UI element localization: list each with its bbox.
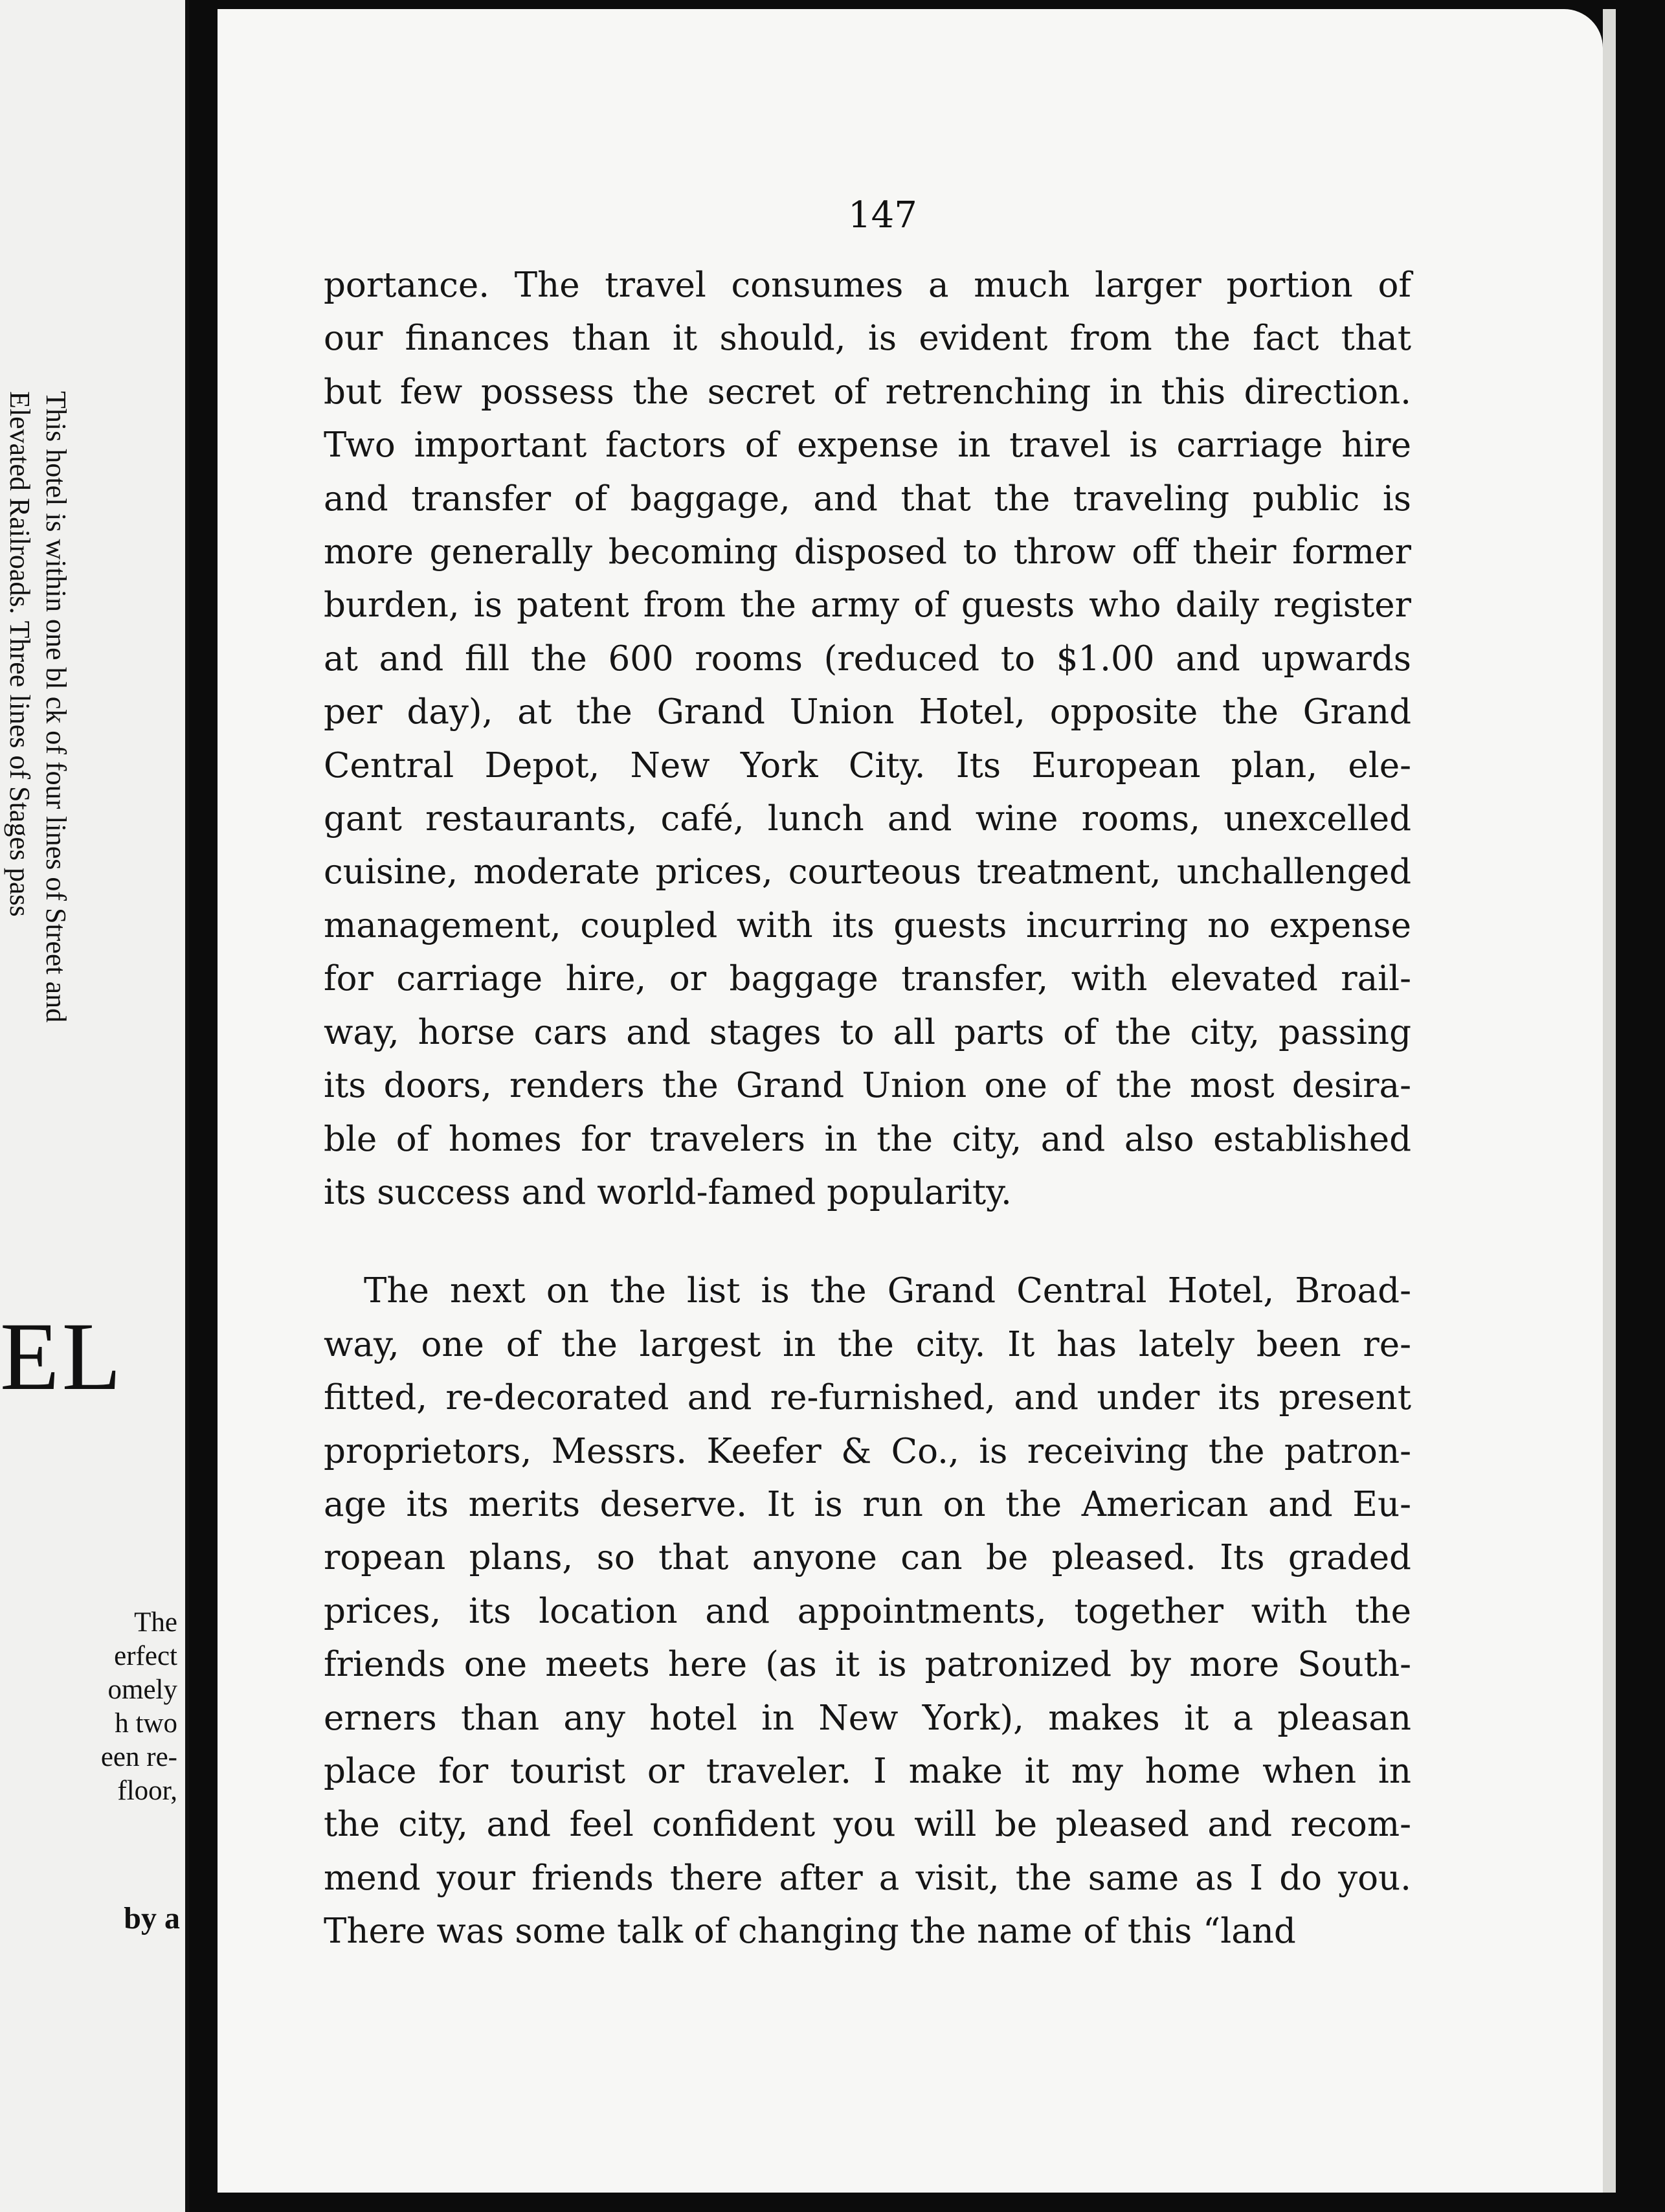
page-body [324,259,1411,1959]
paragraph-2 [324,1265,1411,1958]
fragment-line: erfect [114,1641,177,1671]
text-line: its success and world-famed popularity. [324,1172,1012,1212]
rotated-advert-text [0,391,74,1362]
text-line: Central Depot, New York City. Its European plan, ele- [324,745,1411,785]
text-line: per day), at the Grand Union Hotel, opposite the Grand [324,692,1411,732]
text-line: mend your friends there after a visit, the same as I do you. [324,1858,1411,1898]
fragment-line: h two [115,1708,177,1739]
text-line: ble of homes for travelers in the city, and also established [324,1119,1411,1159]
text-line: our finances than it should, is evident from the fact that [324,319,1411,359]
paragraph-gap [324,1219,1411,1265]
text-line: at and fill the 600 rooms (reduced to $1.00 and upwards [324,638,1411,679]
page-edge [1603,9,1616,2193]
fragment-line: floor, [117,1776,177,1806]
text-line: the city, and feel confident you will be pleased and recom- [324,1805,1411,1845]
text-line: proprietors, Messrs. Keefer & Co., is receiving the patron- [324,1431,1411,1471]
text-line: age its merits deserve. It is run on the American and Eu- [324,1484,1411,1524]
page-number: 147 [848,194,917,236]
text-fragments [48,1606,177,1808]
text-line: way, one of the largest in the city. It has lately been re- [324,1324,1411,1364]
rotated-line: This hotel is within one bl ck of four lines of Street and [40,391,72,1023]
book-binding [185,0,189,2212]
text-line: place for tourist or traveler. I make it my home when in [324,1751,1411,1791]
text-line: fitted, re-decorated and re-furnished, and under its present [324,1378,1411,1418]
text-line: burden, is patent from the army of guests who daily register [324,585,1411,626]
text-line: friends one meets here (as it is patronized by more South- [324,1645,1411,1685]
rotated-line [0,391,1,1362]
text-line: portance. The travel consumes a much larger portion of [324,265,1411,305]
text-line: prices, its location and appointments, together with the [324,1591,1411,1631]
text-line: The next on the list is the Grand Central Hotel, Broad- [364,1271,1411,1311]
text-line: ropean plans, so that anyone can be pleased. Its graded [324,1538,1411,1578]
left-facing-page [0,0,189,2212]
fragment-bottom: by a [124,1901,180,1936]
text-line: but few possess the secret of retrenching in this direction. [324,372,1411,412]
text-line: There was some talk of changing the name of this “land [324,1912,1296,1952]
large-heading-fragment: EL [0,1303,124,1410]
text-line: for carriage hire, or baggage transfer, with elevated rail- [324,959,1411,999]
text-line: way, horse cars and stages to all parts of the city, passing [324,1012,1411,1052]
fragment-line: The [134,1607,177,1638]
text-line: more generally becoming disposed to throw off their former [324,532,1411,572]
text-line: management, coupled with its guests incurring no expense [324,905,1411,945]
text-line: gant restaurants, café, lunch and wine rooms, unexcelled [324,799,1411,839]
fragment-line: een re- [100,1742,177,1772]
paragraph-1 [324,259,1411,1219]
text-line: and transfer of baggage, and that the traveling public is [324,479,1411,519]
text-line: erners than any hotel in New York), makes it a pleasan [324,1698,1411,1738]
rotated-line: Elevated Railroads. Three lines of Stages pass [4,391,36,917]
text-line: its doors, renders the Grand Union one of the most desira- [324,1066,1411,1106]
fragment-line: omely [107,1675,177,1705]
text-line: cuisine, moderate prices, courteous treatment, unchallenged [324,852,1411,892]
text-line: Two important factors of expense in travel is carriage hire [324,425,1411,466]
